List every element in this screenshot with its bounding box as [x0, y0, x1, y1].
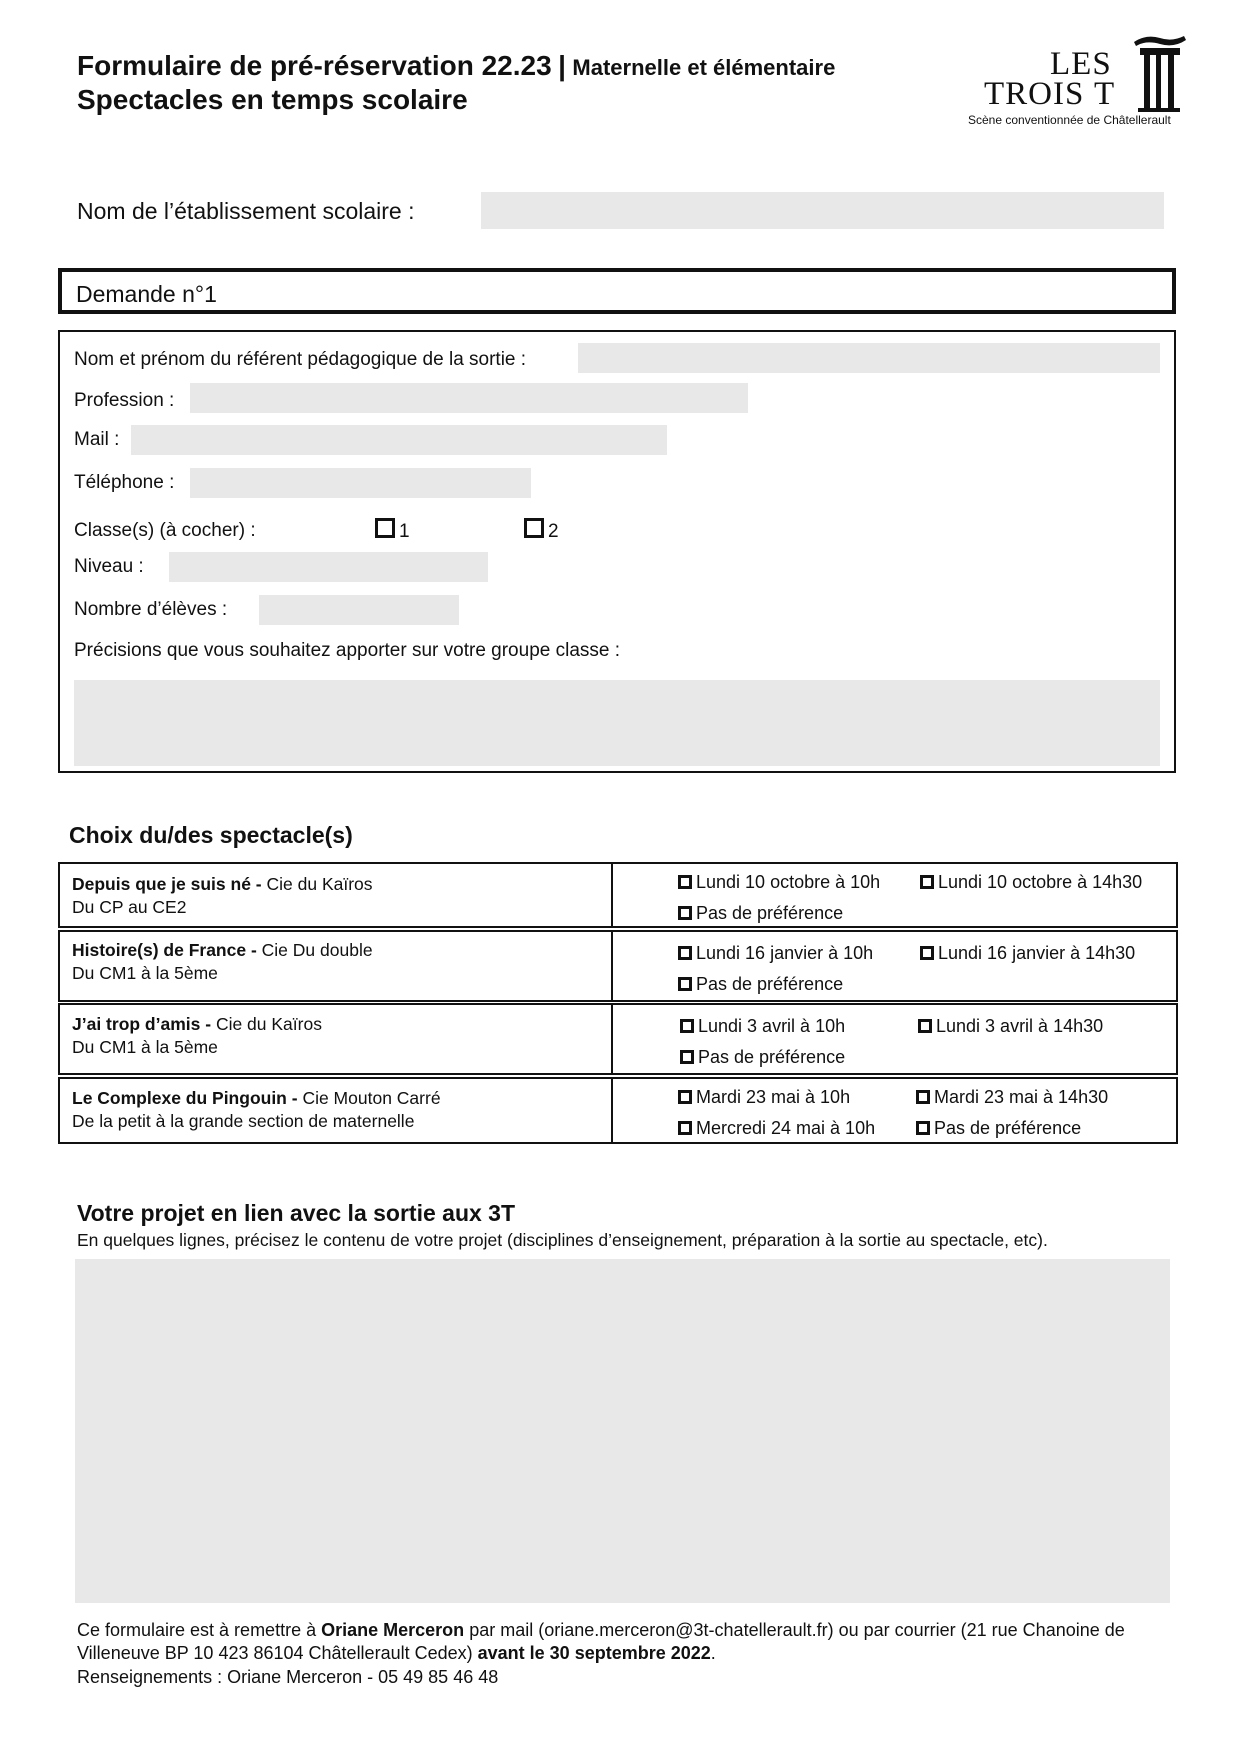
logo — [968, 32, 1198, 132]
establishment-field[interactable] — [481, 192, 1164, 229]
contact-name: Oriane Merceron — [321, 1620, 465, 1640]
show-name: Depuis que je suis né - — [72, 874, 262, 894]
logo-tagline: Scène conventionnée de Châtellerault — [968, 113, 1171, 127]
deadline: avant le 30 septembre 2022 — [477, 1643, 711, 1663]
show-option[interactable]: Pas de préférence — [678, 974, 843, 995]
checkbox-icon[interactable] — [916, 1121, 930, 1135]
show-option[interactable]: Lundi 10 octobre à 10h — [678, 872, 880, 893]
form-title: Formulaire de pré-réservation 22.23 — [77, 50, 552, 81]
footer-info: Renseignements : Oriane Merceron - 05 49 85 46 48 — [77, 1667, 499, 1687]
classes-label: Classe(s) (à cocher) : — [74, 520, 256, 541]
page-header — [77, 50, 977, 116]
checkbox-icon[interactable] — [920, 946, 934, 960]
checkbox-icon[interactable] — [680, 1019, 694, 1033]
precisions-label: Précisions que vous souhaitez apporter sur votre groupe classe : — [74, 640, 621, 661]
eleves-field[interactable] — [259, 595, 459, 625]
show-row — [58, 862, 1178, 928]
form-subtitle: Spectacles en temps scolaire — [77, 84, 468, 115]
logo-t-mark-icon — [1126, 32, 1194, 114]
niveau-label: Niveau : — [74, 556, 144, 577]
profession-label: Profession : — [74, 390, 175, 411]
show-level: Du CM1 à la 5ème — [72, 963, 218, 983]
precisions-field[interactable] — [74, 680, 1160, 766]
show-level: De la petit à la grande section de maternelle — [72, 1111, 415, 1131]
show-row — [58, 1003, 1178, 1075]
phone-field[interactable] — [190, 468, 531, 498]
show-option[interactable]: Lundi 3 avril à 14h30 — [918, 1016, 1103, 1037]
class-option-2[interactable]: 2 — [524, 518, 559, 543]
show-option[interactable]: Pas de préférence — [916, 1118, 1081, 1139]
show-name: Le Complexe du Pingouin - — [72, 1088, 298, 1108]
checkbox-icon[interactable] — [678, 875, 692, 889]
checkbox-icon[interactable] — [920, 875, 934, 889]
show-company: Cie Mouton Carré — [302, 1088, 441, 1108]
class-option-1[interactable]: 1 — [375, 518, 410, 543]
show-name: J’ai trop d’amis - — [72, 1014, 212, 1034]
show-option[interactable]: Mardi 23 mai à 10h — [678, 1087, 850, 1108]
demande-header-box — [58, 268, 1176, 314]
projet-instructions: En quelques lignes, précisez le contenu de votre projet (disciplines d’enseignement, préparation à la sortie au spectacle, etc). — [77, 1230, 1048, 1250]
checkbox-icon[interactable] — [678, 1090, 692, 1104]
mail-field[interactable] — [131, 425, 667, 455]
show-company: Cie du Kaïros — [215, 1014, 322, 1034]
title-separator: | — [558, 50, 566, 81]
show-company: Cie Du double — [261, 940, 373, 960]
show-option[interactable]: Pas de préférence — [678, 903, 843, 924]
show-row — [58, 930, 1178, 1002]
show-option[interactable]: Lundi 3 avril à 10h — [680, 1016, 845, 1037]
checkbox-icon[interactable] — [678, 906, 692, 920]
show-option[interactable]: Mardi 23 mai à 14h30 — [916, 1087, 1108, 1108]
mail-label: Mail : — [74, 429, 120, 450]
eleves-label: Nombre d’élèves : — [74, 599, 228, 620]
logo-trois: TROIS — [984, 76, 1085, 112]
show-row — [58, 1077, 1178, 1144]
checkbox-icon[interactable] — [375, 518, 395, 538]
checkbox-icon[interactable] — [680, 1050, 694, 1064]
show-option[interactable]: Mercredi 24 mai à 10h — [678, 1118, 875, 1139]
show-level: Du CM1 à la 5ème — [72, 1037, 218, 1057]
footer-text: Ce formulaire est à remettre à Oriane Merceron par mail (oriane.merceron@3t-chatellerault.fr) ou par courrier (21 rue Chanoine de Villeneuve BP 10 423 86104 Châtellerault Cedex) avant le 30 septembre 2022. — [77, 1620, 1125, 1663]
demande-title: Demande n°1 — [76, 281, 217, 307]
show-option[interactable]: Lundi 10 octobre à 14h30 — [920, 872, 1142, 893]
choix-title: Choix du/des spectacle(s) — [69, 822, 353, 848]
referent-label: Nom et prénom du référent pédagogique de la sortie : — [74, 349, 527, 370]
checkbox-icon[interactable] — [678, 1121, 692, 1135]
profession-field[interactable] — [190, 383, 748, 413]
projet-title: Votre projet en lien avec la sortie aux 3T — [77, 1200, 516, 1226]
show-option[interactable]: Pas de préférence — [680, 1047, 845, 1068]
checkbox-icon[interactable] — [678, 977, 692, 991]
checkbox-icon[interactable] — [524, 518, 544, 538]
logo-t-letter: T — [1094, 76, 1115, 112]
show-option[interactable]: Lundi 16 janvier à 10h — [678, 943, 873, 964]
show-name: Histoire(s) de France - — [72, 940, 257, 960]
niveau-field[interactable] — [169, 552, 488, 582]
audience-label: Maternelle et élémentaire — [572, 55, 836, 80]
logo-les: LES — [1050, 46, 1112, 82]
phone-label: Téléphone : — [74, 472, 175, 493]
checkbox-icon[interactable] — [918, 1019, 932, 1033]
show-level: Du CP au CE2 — [72, 897, 187, 917]
projet-field[interactable] — [75, 1259, 1170, 1603]
referent-field[interactable] — [578, 343, 1160, 373]
establishment-label: Nom de l’établissement scolaire : — [77, 198, 415, 224]
show-option[interactable]: Lundi 16 janvier à 14h30 — [920, 943, 1135, 964]
checkbox-icon[interactable] — [916, 1090, 930, 1104]
checkbox-icon[interactable] — [678, 946, 692, 960]
show-company: Cie du Kaïros — [266, 874, 373, 894]
